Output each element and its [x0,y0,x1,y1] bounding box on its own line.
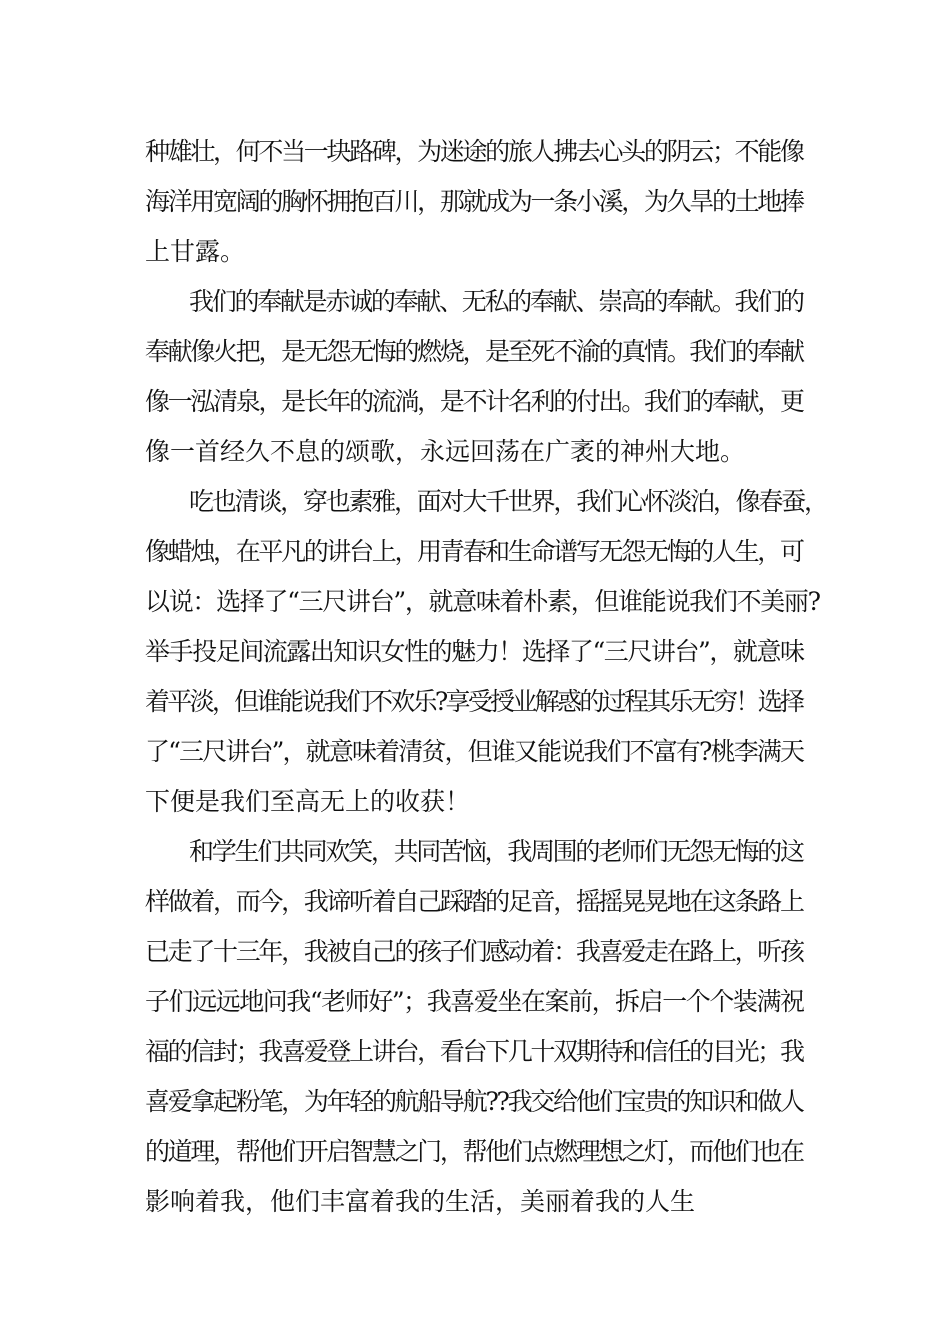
line-text: 了“三尺讲台”，就意味着清贫，但谁又能说我们不富有?桃李满天 [145,737,804,766]
text-line [0,877,950,927]
line-text: 喜爱拿起粉笔，为年轻的航船导航??我交给他们宝贵的知识和做人 [145,1087,803,1116]
text-line [0,177,950,227]
text-line [0,677,950,727]
text-line [0,827,950,877]
line-text: 下便是我们至高无上的收获！ [145,787,471,816]
line-text: 海洋用宽阔的胸怀拥抱百川，那就成为一条小溪，为久旱的土地捧 [145,187,803,216]
line-text: 子们远远地问我“老师好”；我喜爱坐在案前，拆启一个个装满祝 [145,987,804,1016]
text-line [0,1077,950,1127]
line-text: 像一泓清泉，是长年的流淌，是不计名利的付出。我们的奉献，更 [145,387,803,416]
text-line [0,1027,950,1077]
line-text: 像蜡烛，在平凡的讲台上，用青春和生命谱写无怨无悔的人生，可 [145,537,803,566]
line-text: 福的信封；我喜爱登上讲台，看台下几十双期待和信任的目光；我 [145,1037,803,1066]
text-line [0,1177,950,1227]
line-text: 已走了十三年，我被自己的孩子们感动着：我喜爱走在路上，听孩 [145,937,803,966]
line-text: 样做着，而今，我谛听着自己踩踏的足音，摇摇晃晃地在这条路上 [145,887,803,916]
line-text: 和学生们共同欢笑，共同苦恼，我周围的老师们无怨无悔的这 [189,837,803,866]
line-text: 吃也清谈，穿也素雅，面对大千世界，我们心怀淡泊，像春蚕， [189,487,827,516]
line-text: 的道理，帮他们开启智慧之门，帮他们点燃理想之灯，而他们也在 [145,1137,803,1166]
text-line [0,727,950,777]
text-line [0,977,950,1027]
line-text: 像一首经久不息的颂歌，永远回荡在广袤的神州大地。 [145,437,746,466]
text-line [0,627,950,677]
text-line [0,577,950,627]
line-text: 举手投足间流露出知识女性的魅力！选择了“三尺讲台”，就意味 [145,637,804,666]
line-text: 上甘露。 [145,237,246,266]
text-line [0,227,950,277]
text-line [0,427,950,477]
text-line [0,477,950,527]
line-text: 以说：选择了“三尺讲台”，就意味着朴素，但谁能说我们不美丽? [145,587,820,616]
text-line [0,327,950,377]
line-text: 种雄壮，何不当一块路碑，为迷途的旅人拂去心头的阴云；不能像 [145,137,803,166]
text-line [0,927,950,977]
text-line [0,377,950,427]
text-line [0,1127,950,1177]
text-line [0,127,950,177]
line-text: 我们的奉献是赤诚的奉献、无私的奉献、崇高的奉献。我们的 [189,287,803,316]
text-line [0,527,950,577]
text-line [0,277,950,327]
text-line [0,777,950,827]
line-text: 着平淡，但谁能说我们不欢乐?享受授业解惑的过程其乐无穷！选择 [145,687,803,716]
line-text: 影响着我，他们丰富着我的生活，美丽着我的人生 [145,1187,696,1216]
line-text: 奉献像火把，是无怨无悔的燃烧，是至死不渝的真情。我们的奉献 [145,337,803,366]
